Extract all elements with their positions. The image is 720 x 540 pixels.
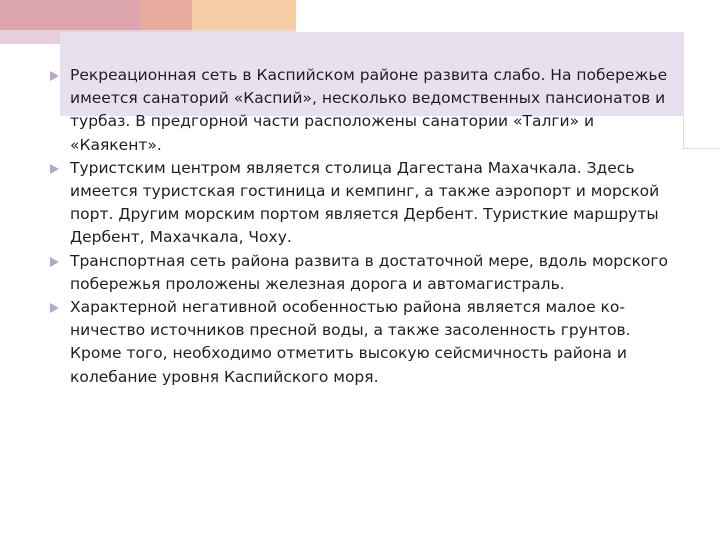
bullet-text: Туристским центром является столица Дагестана Махачкала. Здесь имеется туристская гостиница и кемпинг, а также аэропорт и морской порт. Другим морским портом является Дербент. Туристкие маршруты Дербент, Махачкала, Чоху. xyxy=(70,158,660,247)
bullet-text: Рекреационная сеть в Каспийском районе развита слабо. На побережье имеется санаторий «Каспий», несколько ведомственных пансионатов и турбаз. В предгорной части расположены санатории «Талги» и «Каякент». xyxy=(70,66,668,154)
slide-content xyxy=(44,64,680,389)
decor-horizontal-line xyxy=(684,148,720,149)
triangle-right-icon xyxy=(50,303,59,313)
bullet-item xyxy=(44,157,680,250)
bullet-item xyxy=(44,64,680,157)
triangle-right-icon xyxy=(50,71,59,81)
bullet-item xyxy=(44,250,680,296)
bullet-item xyxy=(44,296,680,389)
decor-vertical-line xyxy=(683,116,684,150)
triangle-right-icon xyxy=(50,164,59,174)
triangle-right-icon xyxy=(50,257,59,267)
bullet-text: Характерной негативной особенностью района является малое ко-ничество источников пресной воды, а также засоленность грунтов. Кроме того, необходимо отметить высокую сейсмичность района и колебание уровня Каспийского моря. xyxy=(70,298,631,386)
bullet-list xyxy=(44,64,680,389)
bullet-text: Транспортная сеть района развита в достаточной мере, вдоль морского побережья проложены железная дорога и автомагистраль. xyxy=(70,251,669,293)
